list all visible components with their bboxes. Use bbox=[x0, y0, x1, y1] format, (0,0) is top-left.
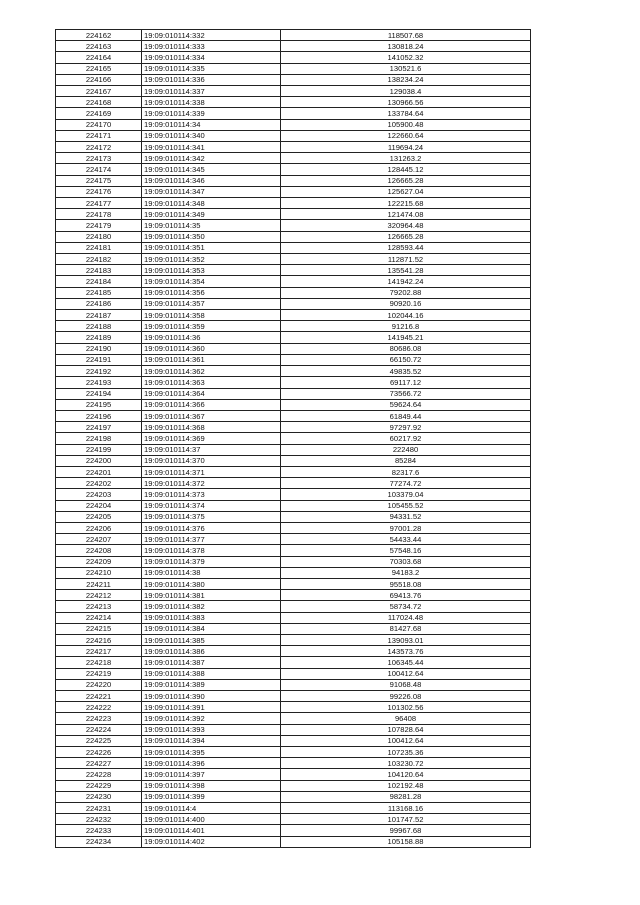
cell-id: 224193 bbox=[56, 377, 142, 388]
table-row bbox=[56, 119, 531, 130]
cell-value: 61849.44 bbox=[281, 410, 531, 421]
cell-id: 224234 bbox=[56, 836, 142, 847]
cell-id: 224227 bbox=[56, 758, 142, 769]
cell-value: 97297.92 bbox=[281, 422, 531, 433]
cell-value: 103230.72 bbox=[281, 758, 531, 769]
table-row bbox=[56, 231, 531, 242]
cell-cadastral-number: 19:09:010114:335 bbox=[142, 63, 281, 74]
cell-id: 224222 bbox=[56, 702, 142, 713]
cell-value: 94331.52 bbox=[281, 511, 531, 522]
cell-value: 141945.21 bbox=[281, 332, 531, 343]
cell-id: 224219 bbox=[56, 668, 142, 679]
cell-id: 224190 bbox=[56, 343, 142, 354]
cell-cadastral-number: 19:09:010114:351 bbox=[142, 242, 281, 253]
cell-id: 224226 bbox=[56, 747, 142, 758]
cell-id: 224172 bbox=[56, 142, 142, 153]
cell-value: 320964.48 bbox=[281, 220, 531, 231]
table-row bbox=[56, 534, 531, 545]
cell-cadastral-number: 19:09:010114:374 bbox=[142, 500, 281, 511]
table-row bbox=[56, 578, 531, 589]
cell-cadastral-number: 19:09:010114:356 bbox=[142, 287, 281, 298]
table-row bbox=[56, 63, 531, 74]
table-row bbox=[56, 265, 531, 276]
cell-id: 224191 bbox=[56, 354, 142, 365]
table-row bbox=[56, 254, 531, 265]
cell-cadastral-number: 19:09:010114:375 bbox=[142, 511, 281, 522]
cell-cadastral-number: 19:09:010114:362 bbox=[142, 366, 281, 377]
table-row bbox=[56, 41, 531, 52]
cell-cadastral-number: 19:09:010114:379 bbox=[142, 556, 281, 567]
cell-value: 126665.28 bbox=[281, 231, 531, 242]
document-page bbox=[55, 29, 531, 848]
cell-id: 224220 bbox=[56, 679, 142, 690]
cell-id: 224229 bbox=[56, 780, 142, 791]
cell-value: 143573.76 bbox=[281, 646, 531, 657]
cell-id: 224185 bbox=[56, 287, 142, 298]
cell-value: 82317.6 bbox=[281, 466, 531, 477]
cell-id: 224230 bbox=[56, 791, 142, 802]
cell-value: 96408 bbox=[281, 713, 531, 724]
cell-cadastral-number: 19:09:010114:377 bbox=[142, 534, 281, 545]
cell-id: 224167 bbox=[56, 86, 142, 97]
cell-id: 224225 bbox=[56, 735, 142, 746]
cell-value: 128593.44 bbox=[281, 242, 531, 253]
cell-cadastral-number: 19:09:010114:345 bbox=[142, 164, 281, 175]
cell-value: 130818.24 bbox=[281, 41, 531, 52]
cell-value: 122215.68 bbox=[281, 198, 531, 209]
table-row bbox=[56, 836, 531, 847]
cell-id: 224206 bbox=[56, 522, 142, 533]
cell-cadastral-number: 19:09:010114:399 bbox=[142, 791, 281, 802]
cell-id: 224216 bbox=[56, 634, 142, 645]
cell-value: 97001.28 bbox=[281, 522, 531, 533]
cell-id: 224164 bbox=[56, 52, 142, 63]
cell-cadastral-number: 19:09:010114:332 bbox=[142, 30, 281, 41]
cell-id: 224176 bbox=[56, 186, 142, 197]
cell-cadastral-number: 19:09:010114:392 bbox=[142, 713, 281, 724]
cell-value: 102044.16 bbox=[281, 310, 531, 321]
table-row bbox=[56, 478, 531, 489]
cell-cadastral-number: 19:09:010114:354 bbox=[142, 276, 281, 287]
cell-id: 224175 bbox=[56, 175, 142, 186]
cell-cadastral-number: 19:09:010114:366 bbox=[142, 399, 281, 410]
cell-cadastral-number: 19:09:010114:350 bbox=[142, 231, 281, 242]
table-row bbox=[56, 310, 531, 321]
cell-value: 130966.56 bbox=[281, 97, 531, 108]
cell-value: 81427.68 bbox=[281, 623, 531, 634]
cell-id: 224233 bbox=[56, 825, 142, 836]
cell-id: 224189 bbox=[56, 332, 142, 343]
cell-value: 91068.48 bbox=[281, 679, 531, 690]
cell-id: 224197 bbox=[56, 422, 142, 433]
cell-value: 222480 bbox=[281, 444, 531, 455]
cell-id: 224199 bbox=[56, 444, 142, 455]
table-row bbox=[56, 511, 531, 522]
cell-value: 105158.88 bbox=[281, 836, 531, 847]
cell-cadastral-number: 19:09:010114:349 bbox=[142, 209, 281, 220]
cell-cadastral-number: 19:09:010114:363 bbox=[142, 377, 281, 388]
table-row bbox=[56, 814, 531, 825]
cell-cadastral-number: 19:09:010114:353 bbox=[142, 265, 281, 276]
cell-cadastral-number: 19:09:010114:38 bbox=[142, 567, 281, 578]
cell-id: 224179 bbox=[56, 220, 142, 231]
cell-id: 224200 bbox=[56, 455, 142, 466]
cell-value: 73566.72 bbox=[281, 388, 531, 399]
table-row bbox=[56, 153, 531, 164]
cell-id: 224218 bbox=[56, 657, 142, 668]
cell-cadastral-number: 19:09:010114:401 bbox=[142, 825, 281, 836]
table-row bbox=[56, 769, 531, 780]
cell-value: 60217.92 bbox=[281, 433, 531, 444]
cell-value: 126665.28 bbox=[281, 175, 531, 186]
table-row bbox=[56, 489, 531, 500]
table-body bbox=[56, 30, 531, 848]
cell-cadastral-number: 19:09:010114:340 bbox=[142, 130, 281, 141]
cell-value: 80686.08 bbox=[281, 343, 531, 354]
cell-value: 117024.48 bbox=[281, 612, 531, 623]
cell-id: 224205 bbox=[56, 511, 142, 522]
table-row bbox=[56, 567, 531, 578]
table-row bbox=[56, 791, 531, 802]
table-row bbox=[56, 747, 531, 758]
cell-value: 122660.64 bbox=[281, 130, 531, 141]
cell-id: 224209 bbox=[56, 556, 142, 567]
cell-value: 125627.04 bbox=[281, 186, 531, 197]
table-row bbox=[56, 713, 531, 724]
cell-value: 100412.64 bbox=[281, 668, 531, 679]
cell-id: 224187 bbox=[56, 310, 142, 321]
cell-value: 118507.68 bbox=[281, 30, 531, 41]
cell-cadastral-number: 19:09:010114:383 bbox=[142, 612, 281, 623]
cell-value: 70303.68 bbox=[281, 556, 531, 567]
table-row bbox=[56, 668, 531, 679]
cell-id: 224180 bbox=[56, 231, 142, 242]
cell-cadastral-number: 19:09:010114:359 bbox=[142, 321, 281, 332]
table-row bbox=[56, 522, 531, 533]
cell-cadastral-number: 19:09:010114:339 bbox=[142, 108, 281, 119]
cell-id: 224192 bbox=[56, 366, 142, 377]
table-row bbox=[56, 545, 531, 556]
cell-cadastral-number: 19:09:010114:380 bbox=[142, 578, 281, 589]
cell-id: 224231 bbox=[56, 803, 142, 814]
cell-value: 101302.56 bbox=[281, 702, 531, 713]
cell-cadastral-number: 19:09:010114:395 bbox=[142, 747, 281, 758]
cell-id: 224183 bbox=[56, 265, 142, 276]
cell-value: 107235.36 bbox=[281, 747, 531, 758]
table-row bbox=[56, 52, 531, 63]
table-row bbox=[56, 601, 531, 612]
cell-cadastral-number: 19:09:010114:337 bbox=[142, 86, 281, 97]
table-row bbox=[56, 556, 531, 567]
cell-cadastral-number: 19:09:010114:358 bbox=[142, 310, 281, 321]
table-row bbox=[56, 186, 531, 197]
cell-cadastral-number: 19:09:010114:388 bbox=[142, 668, 281, 679]
cell-cadastral-number: 19:09:010114:376 bbox=[142, 522, 281, 533]
cell-cadastral-number: 19:09:010114:334 bbox=[142, 52, 281, 63]
table-row bbox=[56, 500, 531, 511]
cell-cadastral-number: 19:09:010114:402 bbox=[142, 836, 281, 847]
cell-cadastral-number: 19:09:010114:389 bbox=[142, 679, 281, 690]
cell-id: 224186 bbox=[56, 298, 142, 309]
table-row bbox=[56, 803, 531, 814]
table-row bbox=[56, 466, 531, 477]
cell-id: 224210 bbox=[56, 567, 142, 578]
cell-id: 224171 bbox=[56, 130, 142, 141]
cell-value: 85284 bbox=[281, 455, 531, 466]
cell-value: 104120.64 bbox=[281, 769, 531, 780]
cell-cadastral-number: 19:09:010114:372 bbox=[142, 478, 281, 489]
cell-cadastral-number: 19:09:010114:361 bbox=[142, 354, 281, 365]
cell-id: 224188 bbox=[56, 321, 142, 332]
cell-value: 54433.44 bbox=[281, 534, 531, 545]
table-row bbox=[56, 690, 531, 701]
cell-cadastral-number: 19:09:010114:364 bbox=[142, 388, 281, 399]
cell-cadastral-number: 19:09:010114:384 bbox=[142, 623, 281, 634]
table-row bbox=[56, 455, 531, 466]
table-row bbox=[56, 287, 531, 298]
cell-cadastral-number: 19:09:010114:398 bbox=[142, 780, 281, 791]
cell-cadastral-number: 19:09:010114:368 bbox=[142, 422, 281, 433]
cell-cadastral-number: 19:09:010114:390 bbox=[142, 690, 281, 701]
table-row bbox=[56, 702, 531, 713]
cell-id: 224162 bbox=[56, 30, 142, 41]
table-row bbox=[56, 74, 531, 85]
cell-value: 130521.6 bbox=[281, 63, 531, 74]
cell-id: 224165 bbox=[56, 63, 142, 74]
cell-cadastral-number: 19:09:010114:348 bbox=[142, 198, 281, 209]
table-row bbox=[56, 825, 531, 836]
cell-cadastral-number: 19:09:010114:36 bbox=[142, 332, 281, 343]
table-row bbox=[56, 410, 531, 421]
cell-id: 224217 bbox=[56, 646, 142, 657]
cell-value: 139093.01 bbox=[281, 634, 531, 645]
cell-value: 135541.28 bbox=[281, 265, 531, 276]
cell-id: 224169 bbox=[56, 108, 142, 119]
cell-value: 119694.24 bbox=[281, 142, 531, 153]
cell-value: 105900.48 bbox=[281, 119, 531, 130]
cell-cadastral-number: 19:09:010114:381 bbox=[142, 590, 281, 601]
cell-id: 224163 bbox=[56, 41, 142, 52]
cell-value: 98281.28 bbox=[281, 791, 531, 802]
cell-id: 224201 bbox=[56, 466, 142, 477]
cell-id: 224174 bbox=[56, 164, 142, 175]
cell-value: 95518.08 bbox=[281, 578, 531, 589]
cell-cadastral-number: 19:09:010114:347 bbox=[142, 186, 281, 197]
cell-value: 128445.12 bbox=[281, 164, 531, 175]
table-row bbox=[56, 97, 531, 108]
cell-cadastral-number: 19:09:010114:338 bbox=[142, 97, 281, 108]
cell-id: 224223 bbox=[56, 713, 142, 724]
cell-cadastral-number: 19:09:010114:371 bbox=[142, 466, 281, 477]
table-row bbox=[56, 175, 531, 186]
cell-cadastral-number: 19:09:010114:37 bbox=[142, 444, 281, 455]
table-row bbox=[56, 724, 531, 735]
cell-id: 224194 bbox=[56, 388, 142, 399]
cell-cadastral-number: 19:09:010114:34 bbox=[142, 119, 281, 130]
table-row bbox=[56, 780, 531, 791]
cell-value: 141942.24 bbox=[281, 276, 531, 287]
cell-id: 224208 bbox=[56, 545, 142, 556]
cell-value: 91216.8 bbox=[281, 321, 531, 332]
cell-id: 224184 bbox=[56, 276, 142, 287]
cell-cadastral-number: 19:09:010114:373 bbox=[142, 489, 281, 500]
cell-value: 106345.44 bbox=[281, 657, 531, 668]
cell-cadastral-number: 19:09:010114:396 bbox=[142, 758, 281, 769]
cell-value: 129038.4 bbox=[281, 86, 531, 97]
cell-cadastral-number: 19:09:010114:394 bbox=[142, 735, 281, 746]
cell-cadastral-number: 19:09:010114:367 bbox=[142, 410, 281, 421]
cell-value: 112871.52 bbox=[281, 254, 531, 265]
table-row bbox=[56, 623, 531, 634]
cell-value: 99967.68 bbox=[281, 825, 531, 836]
table-row bbox=[56, 130, 531, 141]
cell-id: 224198 bbox=[56, 433, 142, 444]
cell-value: 141052.32 bbox=[281, 52, 531, 63]
table-row bbox=[56, 634, 531, 645]
cell-value: 121474.08 bbox=[281, 209, 531, 220]
cell-value: 101747.52 bbox=[281, 814, 531, 825]
cell-cadastral-number: 19:09:010114:336 bbox=[142, 74, 281, 85]
table-row bbox=[56, 612, 531, 623]
cell-value: 102192.48 bbox=[281, 780, 531, 791]
cell-cadastral-number: 19:09:010114:360 bbox=[142, 343, 281, 354]
cell-id: 224204 bbox=[56, 500, 142, 511]
cell-value: 57548.16 bbox=[281, 545, 531, 556]
cell-cadastral-number: 19:09:010114:35 bbox=[142, 220, 281, 231]
table-row bbox=[56, 86, 531, 97]
cell-cadastral-number: 19:09:010114:378 bbox=[142, 545, 281, 556]
cell-id: 224228 bbox=[56, 769, 142, 780]
cell-value: 94183.2 bbox=[281, 567, 531, 578]
cell-id: 224221 bbox=[56, 690, 142, 701]
cell-cadastral-number: 19:09:010114:370 bbox=[142, 455, 281, 466]
cell-value: 69117.12 bbox=[281, 377, 531, 388]
cell-value: 103379.04 bbox=[281, 489, 531, 500]
cell-id: 224215 bbox=[56, 623, 142, 634]
table-row bbox=[56, 422, 531, 433]
table-row bbox=[56, 646, 531, 657]
cell-cadastral-number: 19:09:010114:4 bbox=[142, 803, 281, 814]
cell-value: 90920.16 bbox=[281, 298, 531, 309]
cell-cadastral-number: 19:09:010114:387 bbox=[142, 657, 281, 668]
cell-value: 100412.64 bbox=[281, 735, 531, 746]
data-table bbox=[55, 29, 531, 848]
table-row bbox=[56, 679, 531, 690]
table-row bbox=[56, 399, 531, 410]
cell-id: 224195 bbox=[56, 399, 142, 410]
table-row bbox=[56, 220, 531, 231]
table-row bbox=[56, 735, 531, 746]
cell-id: 224211 bbox=[56, 578, 142, 589]
cell-value: 49835.52 bbox=[281, 366, 531, 377]
cell-id: 224196 bbox=[56, 410, 142, 421]
cell-id: 224170 bbox=[56, 119, 142, 130]
cell-cadastral-number: 19:09:010114:342 bbox=[142, 153, 281, 164]
cell-value: 133784.64 bbox=[281, 108, 531, 119]
cell-cadastral-number: 19:09:010114:400 bbox=[142, 814, 281, 825]
cell-cadastral-number: 19:09:010114:341 bbox=[142, 142, 281, 153]
table-row bbox=[56, 276, 531, 287]
cell-cadastral-number: 19:09:010114:397 bbox=[142, 769, 281, 780]
cell-id: 224182 bbox=[56, 254, 142, 265]
cell-cadastral-number: 19:09:010114:393 bbox=[142, 724, 281, 735]
table-row bbox=[56, 590, 531, 601]
cell-value: 138234.24 bbox=[281, 74, 531, 85]
cell-id: 224166 bbox=[56, 74, 142, 85]
cell-value: 58734.72 bbox=[281, 601, 531, 612]
table-row bbox=[56, 298, 531, 309]
cell-id: 224203 bbox=[56, 489, 142, 500]
cell-id: 224178 bbox=[56, 209, 142, 220]
table-row bbox=[56, 433, 531, 444]
table-row bbox=[56, 242, 531, 253]
cell-id: 224214 bbox=[56, 612, 142, 623]
cell-value: 69413.76 bbox=[281, 590, 531, 601]
cell-value: 99226.08 bbox=[281, 690, 531, 701]
table-row bbox=[56, 758, 531, 769]
cell-value: 77274.72 bbox=[281, 478, 531, 489]
cell-id: 224181 bbox=[56, 242, 142, 253]
table-row bbox=[56, 108, 531, 119]
cell-id: 224177 bbox=[56, 198, 142, 209]
cell-id: 224213 bbox=[56, 601, 142, 612]
cell-id: 224168 bbox=[56, 97, 142, 108]
cell-cadastral-number: 19:09:010114:386 bbox=[142, 646, 281, 657]
table-row bbox=[56, 164, 531, 175]
cell-value: 131263.2 bbox=[281, 153, 531, 164]
cell-id: 224202 bbox=[56, 478, 142, 489]
table-row bbox=[56, 366, 531, 377]
cell-cadastral-number: 19:09:010114:391 bbox=[142, 702, 281, 713]
cell-cadastral-number: 19:09:010114:352 bbox=[142, 254, 281, 265]
cell-cadastral-number: 19:09:010114:346 bbox=[142, 175, 281, 186]
cell-id: 224207 bbox=[56, 534, 142, 545]
cell-value: 59624.64 bbox=[281, 399, 531, 410]
table-row bbox=[56, 332, 531, 343]
cell-value: 79202.88 bbox=[281, 287, 531, 298]
table-row bbox=[56, 198, 531, 209]
cell-id: 224224 bbox=[56, 724, 142, 735]
table-row bbox=[56, 343, 531, 354]
cell-cadastral-number: 19:09:010114:357 bbox=[142, 298, 281, 309]
cell-id: 224232 bbox=[56, 814, 142, 825]
table-row bbox=[56, 354, 531, 365]
cell-id: 224173 bbox=[56, 153, 142, 164]
table-row bbox=[56, 377, 531, 388]
cell-cadastral-number: 19:09:010114:382 bbox=[142, 601, 281, 612]
table-row bbox=[56, 388, 531, 399]
cell-cadastral-number: 19:09:010114:333 bbox=[142, 41, 281, 52]
table-row bbox=[56, 209, 531, 220]
cell-id: 224212 bbox=[56, 590, 142, 601]
cell-value: 107828.64 bbox=[281, 724, 531, 735]
table-row bbox=[56, 30, 531, 41]
cell-value: 66150.72 bbox=[281, 354, 531, 365]
cell-cadastral-number: 19:09:010114:369 bbox=[142, 433, 281, 444]
table-row bbox=[56, 321, 531, 332]
cell-value: 105455.52 bbox=[281, 500, 531, 511]
table-row bbox=[56, 142, 531, 153]
table-row bbox=[56, 444, 531, 455]
cell-value: 113168.16 bbox=[281, 803, 531, 814]
table-row bbox=[56, 657, 531, 668]
cell-cadastral-number: 19:09:010114:385 bbox=[142, 634, 281, 645]
